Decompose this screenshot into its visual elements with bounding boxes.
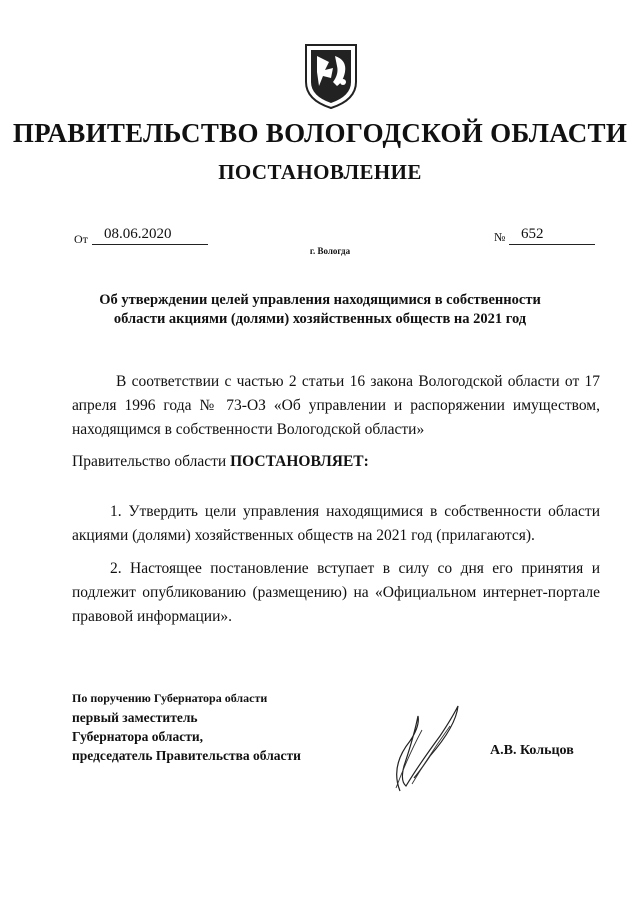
subject-line-2: области акциями (долями) хозяйственных обществ на 2021 год — [113, 311, 527, 327]
document-subject — [60, 291, 580, 329]
signature-line-3: Губернатора области, — [72, 729, 203, 744]
subject-line-1: Об утверждении целей управления находящимися в собственности — [99, 292, 541, 308]
signature-line-2: первый заместитель — [72, 710, 198, 725]
number-label: № — [494, 230, 506, 244]
resolve-prefix: Правительство области — [72, 453, 231, 470]
coat-of-arms-icon — [303, 42, 359, 110]
signature-block — [72, 689, 301, 765]
resolution-item-1: 1. Утвердить цели управления находящимися в собственности области акциями (долями) хозяйственных обществ на 2021 год (прилагаются). — [72, 503, 600, 544]
document-date: 08.06.2020 — [92, 226, 208, 245]
signer-name: А.В. Кольцов — [490, 743, 574, 758]
city-name: г. Вологда — [309, 246, 351, 256]
resolution-item-2: 2. Настоящее постановление вступает в силу со дня его принятия и подлежит опубликованию (размещению) на «Официальном интернет-портале правовой информации». — [72, 560, 600, 625]
signature-line-1: По поручению Губернатора области — [72, 691, 268, 705]
preamble-paragraph: В соответствии с частью 2 статьи 16 закона Вологодской области от 17 апреля 1996 года № 73-ОЗ «Об управлении и распоряжении имуществом, находящимся в собственности Вологодской области» — [72, 373, 600, 438]
government-title: ПРАВИТЕЛЬСТВО ВОЛОГОДСКОЙ ОБЛАСТИ — [12, 118, 628, 148]
resolve-paragraph — [72, 450, 600, 474]
handwritten-signature-icon — [360, 696, 490, 796]
signature-line-4: председатель Правительства области — [72, 748, 301, 763]
document-number: 652 — [509, 226, 595, 245]
document-type: ПОСТАНОВЛЕНИЕ — [218, 160, 422, 184]
resolve-word: ПОСТАНОВЛЯЕТ: — [230, 453, 369, 470]
date-label: От — [74, 232, 88, 246]
